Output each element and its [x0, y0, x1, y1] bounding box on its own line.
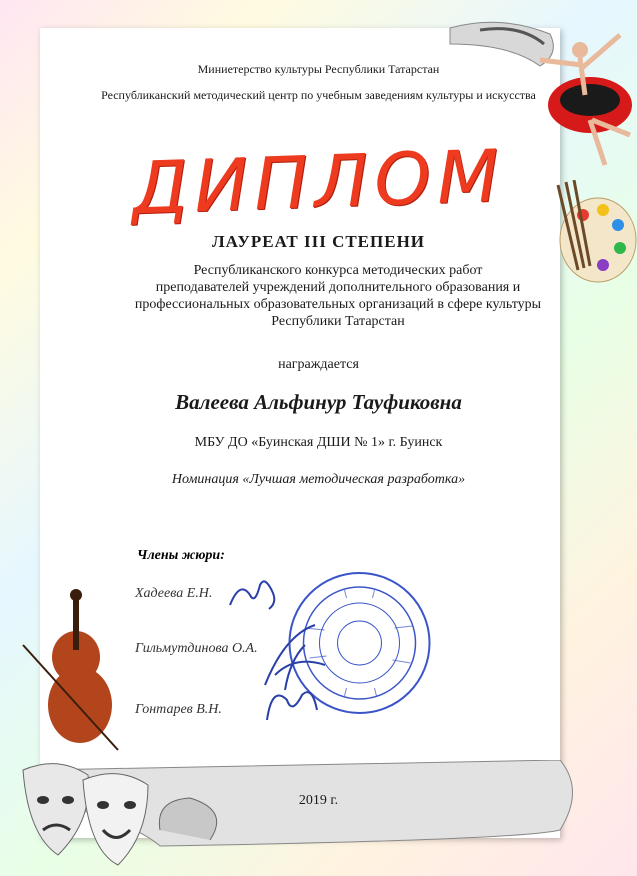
jury-member-3: Гонтарев В.Н.: [135, 702, 222, 717]
jury-member-1: Хадеева Е.Н.: [135, 586, 213, 601]
ministry-line: Миниетерство культуры Республики Татарстан: [197, 62, 440, 76]
jury-title: Члены жюри:: [137, 548, 225, 563]
contest-line-3: профессиональных образовательных организаций в сфере культуры: [134, 297, 542, 312]
diploma-year: 2019 г.: [298, 793, 339, 808]
contest-line-1: Республиканского конкурса методических работ: [193, 263, 483, 278]
nomination: Номинация «Лучшая методическая разработка»: [171, 472, 466, 487]
contest-description: [108, 262, 568, 330]
signature-1: [225, 575, 280, 615]
contest-line-2: преподавателей учреждений дополнительного образования и: [155, 280, 521, 295]
awarded-label: награждается: [278, 357, 359, 372]
contest-line-4: Республики Татарстан: [271, 314, 405, 329]
laureate-degree: ЛАУРЕАТ III СТЕПЕНИ: [211, 232, 426, 251]
organization: МБУ ДО «Буинская ДШИ № 1» г. Буинск: [194, 435, 443, 450]
theater-masks-image: [18, 760, 158, 870]
recipient-name: Валеева Альфинур Тауфиковна: [175, 390, 462, 414]
jury-member-2: Гильмутдинова О.А.: [135, 641, 258, 656]
paint-palette-image: [548, 180, 637, 290]
center-line: Республиканский методический центр по учебным заведениям культуры и искусства: [101, 88, 536, 102]
signature-3: [262, 680, 322, 725]
violin-image: [18, 585, 128, 755]
diploma-title: ДИПЛОМ: [130, 133, 507, 231]
ballerina-image: [520, 20, 635, 170]
